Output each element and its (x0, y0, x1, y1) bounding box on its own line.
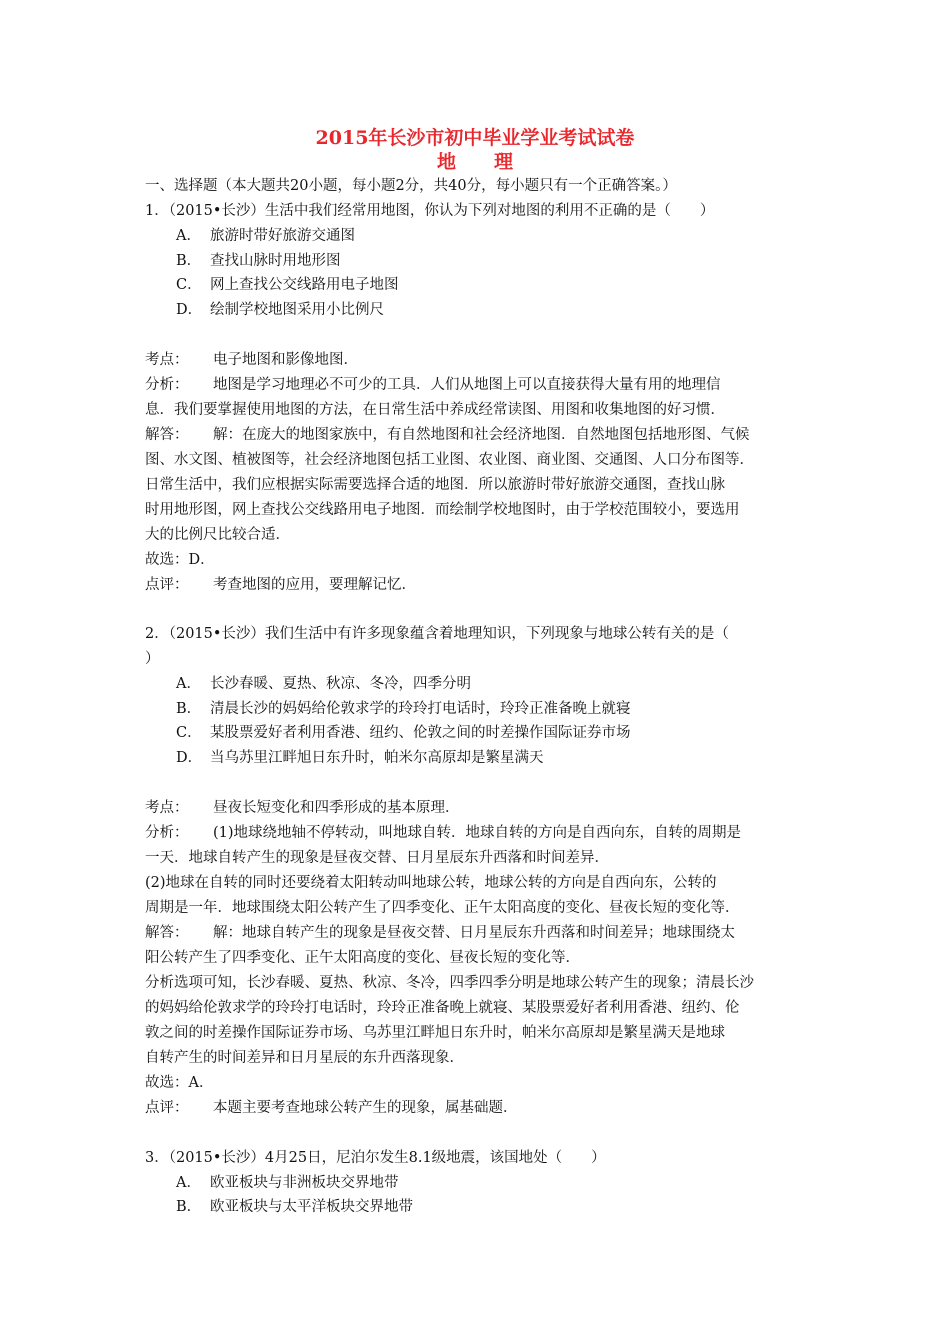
option-letter: B． (176, 1199, 202, 1215)
question-1-stem: 1．（2015•长沙）生活中我们经常用地图，你认为下列对地图的利用不正确的是（ ） (145, 203, 715, 219)
option-text: 欧亚板块与太平洋板块交界地带 (210, 1199, 413, 1215)
question-1-dianping (145, 573, 815, 597)
option-text: 查找山脉时用地形图 (210, 253, 341, 269)
question-2-fenxi (145, 821, 815, 845)
option-text: 某股票爱好者利用香港、纽约、伦敦之间的时差操作国际证券市场 (210, 725, 631, 741)
question-2-answer: 故选：A． (145, 1075, 214, 1091)
dianping-label: 点评： (145, 577, 189, 593)
question-1-fenxi (145, 373, 815, 397)
jieda-text: 解：在庞大的地图家族中，有自然地图和社会经济地图．自然地图包括地形图、气候 (213, 427, 750, 443)
kaodian-text: 电子地图和影像地图． (213, 352, 358, 368)
question-2-dianping (145, 1096, 815, 1120)
jieda-label: 解答： (145, 925, 189, 941)
question-1-jieda (145, 423, 815, 447)
question-2-jieda-cont: 敦之间的时差操作国际证券市场、乌苏里江畔旭日东升时，帕米尔高原却是繁星满天是地球 (145, 1025, 725, 1041)
option-text: 长沙春暖、夏热、秋凉、冬冷，四季分明 (210, 676, 471, 692)
option-letter: C． (176, 725, 202, 741)
question-1-option-a (176, 224, 816, 248)
question-1-jieda-cont: 时用地形图，网上查找公交线路用电子地图．而绘制学校地图时，由于学校范围较小，要选用 (145, 502, 740, 518)
question-2-option-b (176, 697, 816, 721)
question-3-option-b (176, 1195, 816, 1219)
question-2-fenxi-cont: 周期是一年．地球围绕太阳公转产生了四季变化、正午太阳高度的变化、昼夜长短的变化等． (145, 900, 740, 916)
option-letter: B． (176, 701, 202, 717)
question-2-fenxi-cont: 一天．地球自转产生的现象是昼夜交替、日月星辰东升西落和时间差异． (145, 850, 609, 866)
kaodian-label: 考点： (145, 352, 189, 368)
question-1-kaodian (145, 348, 815, 372)
fenxi-text: (1)地球绕地轴不停转动，叫地球自转．地球自转的方向是自西向东，自转的周期是 (213, 825, 742, 841)
question-1-option-b (176, 249, 816, 273)
option-text: 欧亚板块与非洲板块交界地带 (210, 1175, 399, 1191)
question-2-jieda-cont: 的妈妈给伦敦求学的玲玲打电话时，玲玲正准备晚上就寝、某股票爱好者利用香港、纽约、伦 (145, 1000, 740, 1016)
jieda-text: 解：地球自转产生的现象是昼夜交替、日月星辰东升西落和时间差异；地球围绕太 (213, 925, 735, 941)
question-2-jieda-cont: 阳公转产生了四季变化、正午太阳高度的变化、昼夜长短的变化等． (145, 950, 580, 966)
question-1-jieda-cont: 图、水文图、植被图等，社会经济地图包括工业图、农业图、商业图、交通图、人口分布图等． (145, 452, 754, 468)
question-2-fenxi-cont: (2)地球在自转的同时还要绕着太阳转动叫地球公转，地球公转的方向是自西向东，公转的 (145, 875, 717, 891)
fenxi-text: 地图是学习地理必不可少的工具．人们从地图上可以直接获得大量有用的地理信 (213, 377, 721, 393)
question-2-kaodian (145, 796, 815, 820)
option-letter: D． (176, 750, 203, 766)
question-2-stem: 2．（2015•长沙）我们生活中有许多现象蕴含着地理知识，下列现象与地球公转有关的是（ (145, 626, 729, 642)
question-2-option-a (176, 672, 816, 696)
fenxi-label: 分析： (145, 377, 189, 393)
question-1-jieda-cont: 日常生活中，我们应根据实际需要选择合适的地图．所以旅游时带好旅游交通图，查找山脉 (145, 477, 725, 493)
question-2-option-c (176, 721, 816, 745)
question-1-option-d (176, 298, 816, 322)
dianping-text: 考查地图的应用，要理解记忆． (213, 577, 416, 593)
option-text: 旅游时带好旅游交通图 (210, 228, 355, 244)
option-letter: D． (176, 302, 203, 318)
question-1-fenxi-cont: 息．我们要掌握使用地图的方法，在日常生活中养成经常读图、用图和收集地图的好习惯． (145, 402, 725, 418)
question-1-answer: 故选：D． (145, 552, 215, 568)
option-letter: A． (176, 1175, 201, 1191)
option-letter: B． (176, 253, 202, 269)
fenxi-label: 分析： (145, 825, 189, 841)
question-2-stem-cont: ） (145, 651, 160, 667)
option-text: 清晨长沙的妈妈给伦敦求学的玲玲打电话时，玲玲正准备晚上就寝 (210, 701, 631, 717)
question-1-jieda-cont: 大的比例尺比较合适． (145, 527, 290, 543)
question-2-jieda-cont: 自转产生的时间差异和日月星辰的东升西落现象． (145, 1050, 464, 1066)
dianping-text: 本题主要考查地球公转产生的现象，属基础题． (213, 1100, 518, 1116)
option-text: 绘制学校地图采用小比例尺 (210, 302, 384, 318)
option-letter: A． (176, 676, 201, 692)
option-text: 当乌苏里江畔旭日东升时，帕米尔高原却是繁星满天 (210, 750, 544, 766)
question-2-jieda-cont: 分析选项可知，长沙春暖、夏热、秋凉、冬冷，四季四季分明是地球公转产生的现象；清晨长沙 (145, 975, 754, 991)
exam-subject: 地 理 (436, 151, 513, 173)
kaodian-text: 昼夜长短变化和四季形成的基本原理． (213, 800, 460, 816)
question-3-stem: 3．（2015•长沙）4月25日，尼泊尔发生8.1级地震，该国地处（ ） (145, 1150, 606, 1166)
jieda-label: 解答： (145, 427, 189, 443)
question-2-jieda (145, 921, 815, 945)
option-text: 网上查找公交线路用电子地图 (210, 277, 399, 293)
exam-title: 2015年长沙市初中毕业学业考试试卷 (315, 127, 635, 149)
section-heading: 一、选择题（本大题共20小题，每小题2分，共40分，每小题只有一个正确答案。） (145, 178, 677, 194)
kaodian-label: 考点： (145, 800, 189, 816)
question-2-option-d (176, 746, 816, 770)
option-letter: C． (176, 277, 202, 293)
dianping-label: 点评： (145, 1100, 189, 1116)
question-1-option-c (176, 273, 816, 297)
option-letter: A． (176, 228, 201, 244)
question-3-option-a (176, 1171, 816, 1195)
